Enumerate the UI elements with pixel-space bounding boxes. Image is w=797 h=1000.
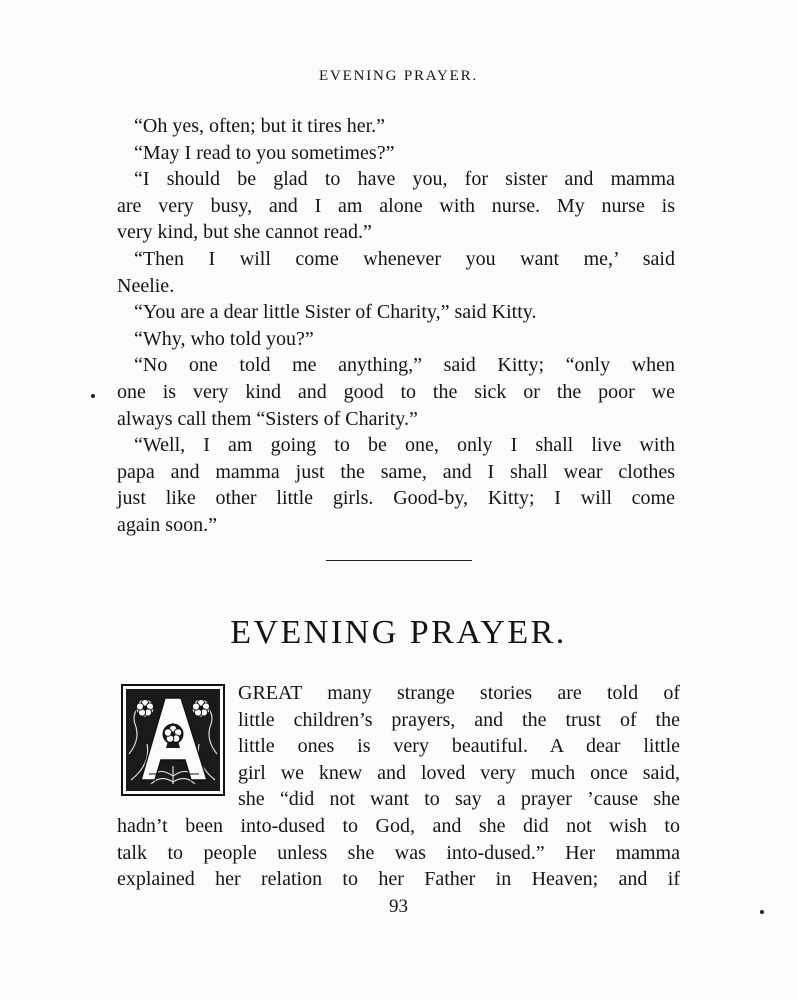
text-line: little ones is very beautiful. A dear little: [238, 735, 680, 758]
text-line: explained her relation to her Father in Heaven; and if: [117, 868, 680, 891]
text-line: “Then I will come whenever you want me,’ said: [134, 247, 675, 270]
page-number: 93: [389, 896, 408, 917]
text-line: “You are a dear little Sister of Charity,” said Kitty.: [134, 301, 537, 324]
text-line: always call them “Sisters of Charity.”: [117, 407, 418, 430]
text-line: girl we knew and loved very much once said,: [238, 761, 680, 784]
running-head: EVENING PRAYER.: [319, 68, 478, 84]
text-line: Neelie.: [117, 274, 175, 297]
chapter-title: EVENING PRAYER.: [230, 614, 567, 651]
text-line: very kind, but she cannot read.”: [117, 221, 372, 244]
text-line: “Why, who told you?”: [134, 327, 314, 350]
text-line: “Oh yes, often; but it tires her.”: [134, 115, 386, 137]
chapter-text: [117, 680, 680, 893]
text-line: “Well, I am going to be one, only I shall live with: [134, 434, 675, 457]
text-line: “May I read to you sometimes?”: [134, 141, 395, 164]
story-text: [117, 113, 675, 539]
text-line: GREAT many strange stories are told of: [238, 682, 680, 704]
section-divider: [326, 560, 472, 561]
text-line: are very busy, and I am alone with nurse. My nurse is: [117, 194, 675, 217]
decorative-drop-cap: [121, 684, 225, 796]
text-line: “No one told me anything,” said Kitty; “only when: [134, 354, 675, 377]
text-line: just like other little girls. Good-by, Kitty; I will come: [117, 487, 675, 510]
text-line: one is very kind and good to the sick or the poor we: [117, 380, 675, 403]
text-line: little children’s prayers, and the trust of the: [238, 708, 680, 731]
text-line: again soon.”: [117, 513, 217, 536]
paper-speck: [760, 910, 764, 914]
text-line: talk to people unless she was into-dused.” Her mamma: [117, 841, 680, 864]
text-line: she “did not want to say a prayer ’cause she: [238, 788, 680, 811]
text-line: hadn’t been into-dused to God, and she did not wish to: [117, 814, 680, 837]
paper-speck: [91, 394, 95, 398]
text-line: “I should be glad to have you, for sister and mamma: [134, 168, 675, 191]
text-line: papa and mamma just the same, and I shall wear clothes: [117, 460, 675, 483]
